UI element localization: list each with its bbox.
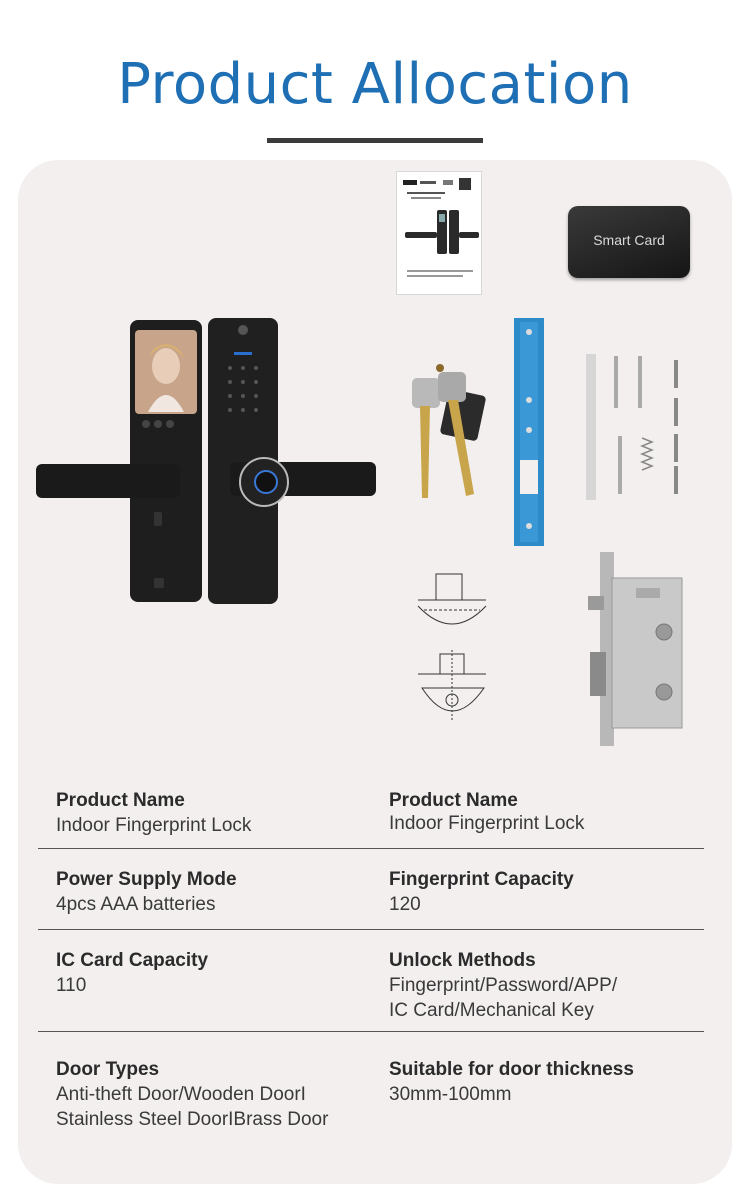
spec-label: Fingerprint Capacity <box>389 869 574 890</box>
user-manual-image <box>396 171 482 295</box>
specifications-table <box>38 778 704 1142</box>
spec-row <box>38 778 704 849</box>
spec-cell <box>38 949 371 1031</box>
spec-value-continued: Stainless Steel DoorIBrass Door <box>56 1109 329 1130</box>
spec-label: IC Card Capacity <box>56 950 209 971</box>
spec-cell <box>38 789 371 848</box>
installation-template-image <box>414 570 490 728</box>
spec-cell <box>38 1058 371 1142</box>
mortise-lock-image <box>586 552 686 746</box>
page-title: Product Allocation <box>117 52 633 117</box>
spec-label: Unlock Methods <box>389 950 536 971</box>
spec-cell <box>371 789 704 848</box>
smart-card-label: Smart Card <box>593 232 665 248</box>
spec-cell <box>38 868 371 929</box>
keys-image <box>404 362 498 502</box>
smart-card-image <box>568 206 690 278</box>
spec-value: 120 <box>389 894 421 915</box>
spec-value: 110 <box>56 975 87 996</box>
spec-value-continued: IC Card/Mechanical Key <box>389 1000 594 1021</box>
title-underline <box>267 138 483 143</box>
spec-label: Suitable for door thickness <box>389 1059 634 1080</box>
spec-cell <box>371 868 704 929</box>
spec-value: 4pcs AAA batteries <box>56 894 216 915</box>
spec-row <box>38 930 704 1032</box>
spec-label: Product Name <box>56 790 185 811</box>
spec-value: Indoor Fingerprint Lock <box>56 815 252 836</box>
spec-label: Door Types <box>56 1059 160 1080</box>
screws-image <box>580 346 704 502</box>
spec-label: Power Supply Mode <box>56 869 237 890</box>
strike-plate-image <box>512 318 546 546</box>
spec-value: 30mm-100mm <box>389 1084 512 1105</box>
spec-value: Indoor Fingerprint Lock <box>389 813 585 834</box>
spec-row <box>38 1032 704 1142</box>
spec-cell <box>371 949 704 1031</box>
spec-row <box>38 849 704 930</box>
spec-cell <box>371 1058 704 1142</box>
spec-label: Product Name <box>389 790 518 811</box>
spec-value: Anti-theft Door/Wooden DoorI <box>56 1084 306 1105</box>
smart-lock-image <box>34 316 380 608</box>
spec-value: Fingerprint/Password/APP/ <box>389 975 618 996</box>
